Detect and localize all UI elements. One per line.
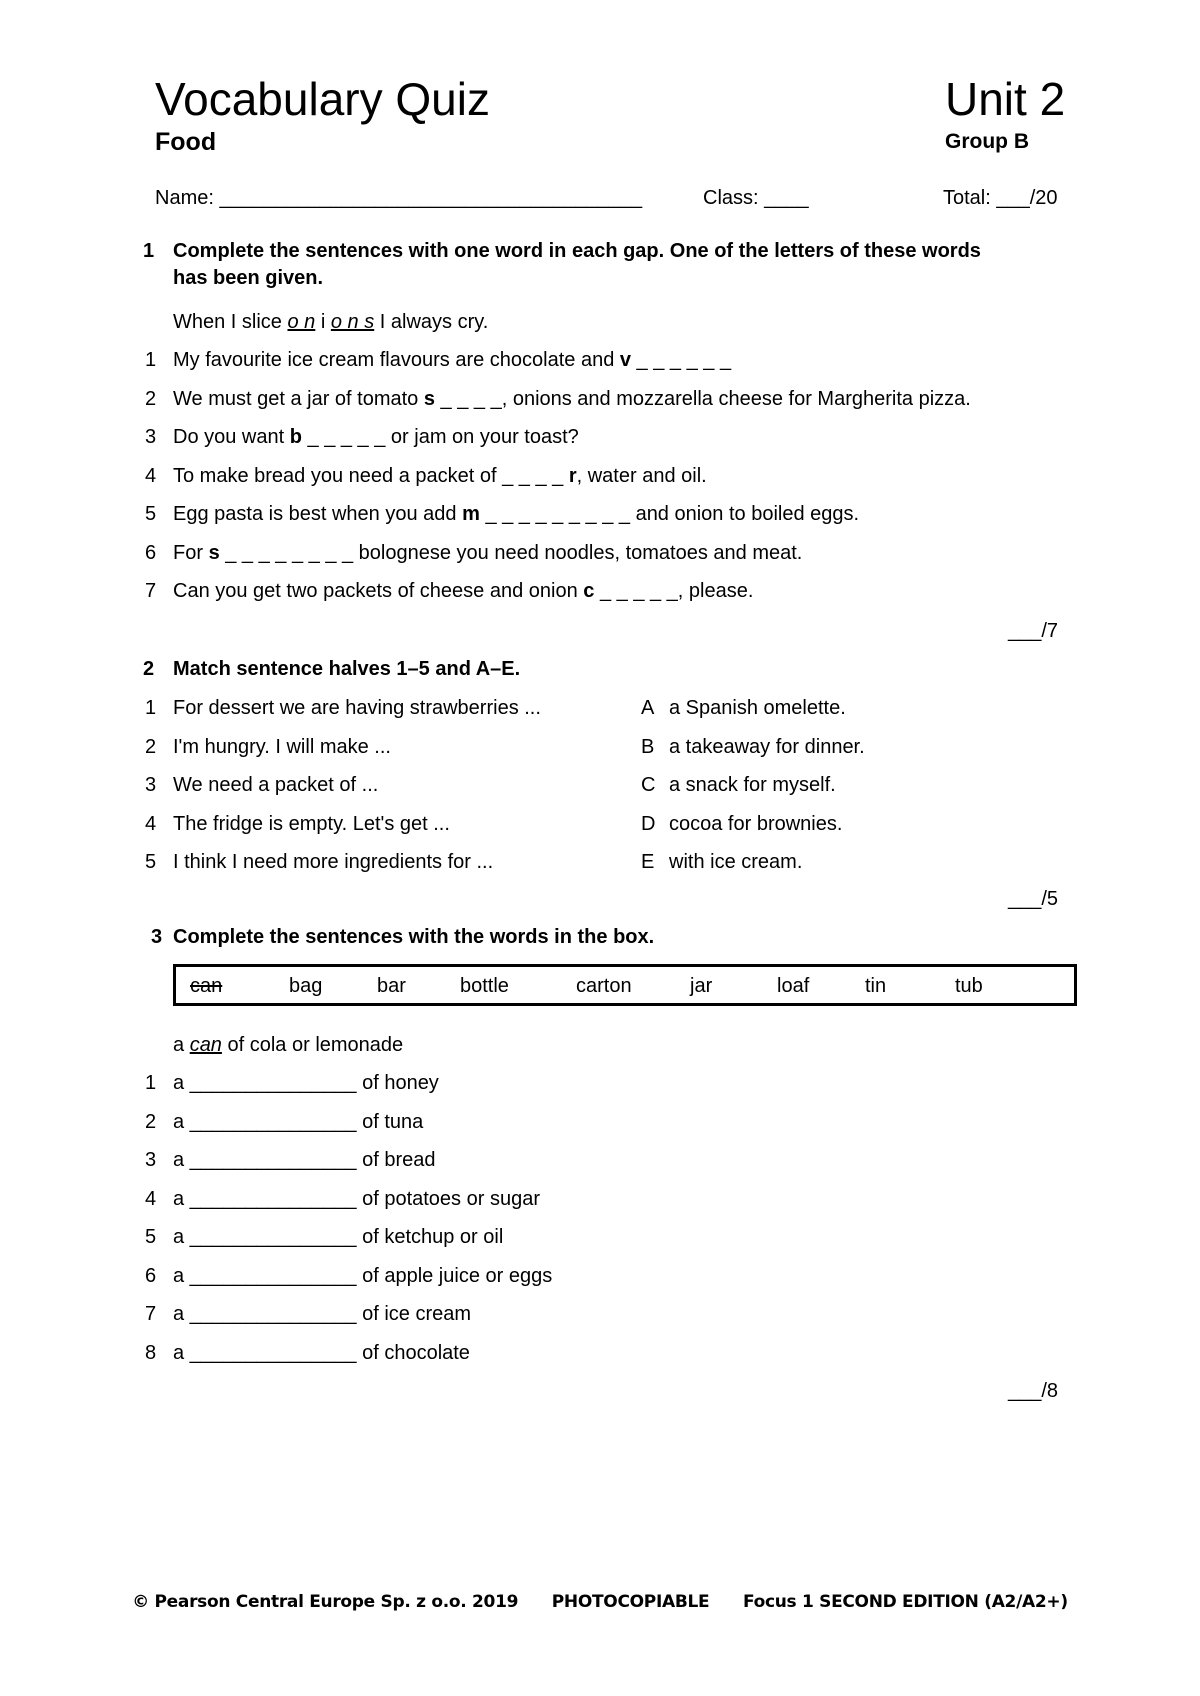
box-word: tub bbox=[955, 975, 983, 997]
sentence-ending[interactable]: a takeaway for dinner. bbox=[669, 735, 865, 758]
fill-blank-line[interactable]: a _______________ of ketchup or oil bbox=[173, 1226, 504, 1248]
sentence-half[interactable]: We need a packet of ... bbox=[173, 774, 379, 796]
fill-blank-line[interactable]: a _______________ of chocolate bbox=[173, 1341, 470, 1364]
item-number: 3 bbox=[145, 774, 157, 796]
given-letter: m bbox=[462, 503, 480, 525]
sentence-ending[interactable]: cocoa for brownies. bbox=[669, 812, 843, 835]
item-number: 1 bbox=[145, 697, 157, 719]
group-label: Group B bbox=[945, 130, 1029, 153]
section3-number: 3 bbox=[151, 926, 163, 948]
sentence-text: _ _ _ _ _ _ _ _ bolognese you need noodles, tomatoes and meat. bbox=[219, 541, 803, 564]
word-box bbox=[173, 964, 1077, 1006]
sentence-text: Can you get two packets of cheese and onion bbox=[173, 580, 584, 602]
sentence-text: _ _ _ _ _, please. bbox=[594, 580, 754, 602]
fill-blank-line[interactable]: a _______________ of bread bbox=[173, 1149, 436, 1171]
fill-blank-line[interactable]: a _______________ of potatoes or sugar bbox=[173, 1187, 540, 1210]
ending-letter: E bbox=[641, 851, 655, 873]
box-word: bottle bbox=[460, 975, 509, 997]
item-number: 1 bbox=[145, 349, 157, 371]
name-field[interactable]: Name: ______________________________________ bbox=[155, 187, 643, 209]
sentence-ending[interactable]: with ice cream. bbox=[669, 851, 803, 873]
sentence-half[interactable]: For dessert we are having strawberries ... bbox=[173, 697, 541, 719]
section1-example: When I slice o n i o n s I always cry. bbox=[173, 311, 489, 333]
box-word: bag bbox=[289, 975, 323, 997]
sentence-text: Egg pasta is best when you add bbox=[173, 503, 463, 525]
item-number: 4 bbox=[145, 1187, 157, 1210]
section2-number: 2 bbox=[143, 658, 155, 680]
fill-blank-line[interactable]: a _______________ of tuna bbox=[173, 1110, 424, 1133]
item-number: 7 bbox=[145, 580, 157, 602]
footer-edition: Focus 1 SECOND EDITION (A2/A2+) bbox=[742, 1592, 1068, 1612]
box-word: jar bbox=[690, 975, 713, 997]
given-letter: v bbox=[619, 349, 631, 371]
item-number: 7 bbox=[145, 1303, 157, 1325]
sentence-half[interactable]: I think I need more ingredients for ... bbox=[173, 851, 494, 873]
item-number: 5 bbox=[145, 503, 157, 525]
item-number: 3 bbox=[145, 1149, 157, 1171]
given-letter: c bbox=[583, 580, 595, 602]
sentence-text: My favourite ice cream flavours are chocolate and bbox=[173, 349, 620, 371]
item-number: 1 bbox=[145, 1072, 157, 1094]
gap-sentence[interactable] bbox=[173, 542, 802, 565]
section1-number: 1 bbox=[143, 240, 155, 262]
item-number: 2 bbox=[145, 1110, 157, 1133]
quiz-title: Vocabulary Quiz bbox=[155, 73, 490, 125]
item-number: 2 bbox=[145, 735, 157, 758]
fill-blank-line[interactable]: a _______________ of honey bbox=[173, 1072, 439, 1094]
sentence-text: For bbox=[173, 541, 209, 564]
box-word: carton bbox=[576, 975, 632, 997]
unit-label: Unit 2 bbox=[945, 73, 1066, 125]
section1-instruction-2: has been given. bbox=[173, 267, 324, 289]
section3-score: ___/8 bbox=[1008, 1380, 1059, 1402]
section3-example: a can of cola or lemonade bbox=[173, 1034, 404, 1056]
sentence-text: _ _ _ _ _ or jam on your toast? bbox=[301, 426, 579, 448]
item-number: 6 bbox=[145, 541, 157, 564]
given-letter: r bbox=[568, 464, 577, 487]
sentence-ending[interactable]: a snack for myself. bbox=[669, 774, 836, 796]
footer bbox=[0, 1592, 1200, 1612]
box-word: loaf bbox=[777, 975, 810, 997]
gap-sentence[interactable] bbox=[173, 580, 753, 603]
section1-score: ___/7 bbox=[1008, 620, 1059, 642]
item-number: 2 bbox=[145, 387, 157, 410]
given-letter: s bbox=[423, 387, 435, 410]
sentence-text: To make bread you need a packet of _ _ _ _ bbox=[173, 464, 569, 487]
sentence-ending[interactable]: a Spanish omelette. bbox=[669, 697, 846, 719]
item-number: 6 bbox=[145, 1264, 157, 1287]
ending-letter: D bbox=[641, 812, 656, 835]
fill-blank-line[interactable]: a _______________ of apple juice or eggs bbox=[173, 1264, 553, 1287]
sentence-text: Do you want bbox=[173, 426, 290, 448]
section1-instruction: Complete the sentences with one word in each gap. One of the letters of these words bbox=[173, 240, 981, 262]
box-word: tin bbox=[865, 975, 887, 997]
sentence-text: _ _ _ _, onions and mozzarella cheese for Margherita pizza. bbox=[434, 387, 971, 410]
sentence-text: _ _ _ _ _ _ _ _ _ and onion to boiled eggs. bbox=[479, 503, 860, 525]
sentence-half[interactable]: I'm hungry. I will make ... bbox=[173, 735, 391, 758]
fill-blank-line[interactable]: a _______________ of ice cream bbox=[173, 1303, 472, 1325]
class-field[interactable]: Class: ____ bbox=[703, 187, 809, 209]
box-word: can bbox=[190, 975, 223, 997]
footer-photocopiable: PHOTOCOPIABLE bbox=[551, 1592, 710, 1612]
gap-sentence[interactable] bbox=[173, 349, 731, 372]
given-letter: b bbox=[289, 426, 302, 448]
item-number: 4 bbox=[145, 464, 157, 487]
item-number: 4 bbox=[145, 812, 157, 835]
ending-letter: C bbox=[641, 774, 656, 796]
given-letter: s bbox=[208, 541, 220, 564]
footer-copyright: © Pearson Central Europe Sp. z o.o. 2019 bbox=[132, 1592, 519, 1612]
box-word: bar bbox=[377, 975, 406, 997]
sentence-text: _ _ _ _ _ _ bbox=[631, 349, 732, 371]
gap-sentence[interactable] bbox=[173, 503, 859, 526]
gap-sentence[interactable] bbox=[173, 426, 579, 449]
topic-label: Food bbox=[155, 128, 217, 156]
item-number: 3 bbox=[145, 426, 157, 448]
sentence-text: , water and oil. bbox=[576, 464, 707, 487]
section2-score: ___/5 bbox=[1008, 888, 1059, 910]
ending-letter: A bbox=[641, 697, 655, 719]
sentence-text: We must get a jar of tomato bbox=[173, 387, 424, 410]
section3-instruction: Complete the sentences with the words in the box. bbox=[173, 926, 655, 948]
gap-sentence[interactable] bbox=[173, 388, 971, 411]
sentence-half[interactable]: The fridge is empty. Let's get ... bbox=[173, 812, 450, 835]
ending-letter: B bbox=[641, 735, 655, 758]
gap-sentence[interactable] bbox=[173, 465, 707, 488]
item-number: 5 bbox=[145, 1226, 157, 1248]
total-field: Total: ___/20 bbox=[943, 187, 1058, 209]
item-number: 8 bbox=[145, 1341, 157, 1364]
section2-instruction: Match sentence halves 1–5 and A–E. bbox=[173, 658, 521, 680]
item-number: 5 bbox=[145, 851, 157, 873]
